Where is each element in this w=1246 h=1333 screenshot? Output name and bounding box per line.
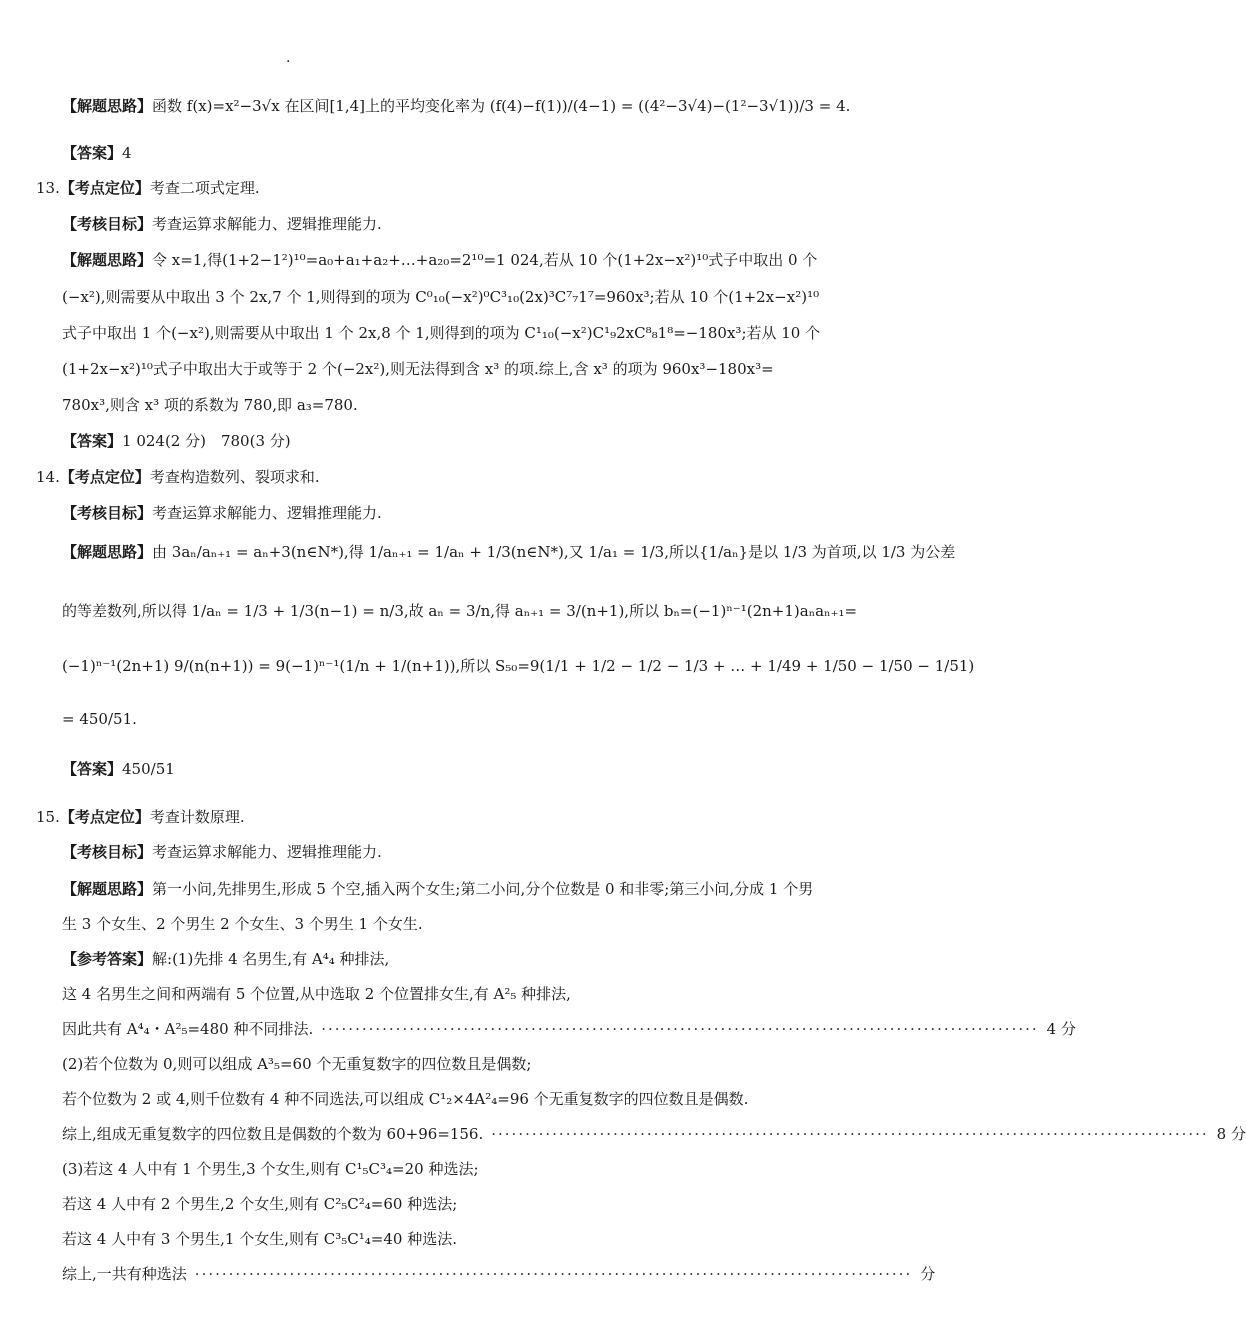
q15-ref-line-scored [62,1018,1076,1040]
q15-ref-line-scored [62,1263,936,1285]
ref-text: 种选法 [141,1265,187,1283]
answer-tag: 【答案】 [62,144,123,162]
q15-ref-line-scored [62,1123,1246,1145]
ref-answer-tag: 【参考答案】 [62,950,153,968]
q15-ref-line: 若这 4 人中有 2 个男生,2 个女生,则有 C²₅C²₄=60 种选法; [62,1195,458,1213]
q13-point [36,177,260,199]
answer-tag: 【答案】 [62,760,123,778]
target-tag: 【考核目标】 [62,843,153,861]
q14-hint-line [62,541,955,563]
q14-hint-line: 的等差数列,所以得 1/aₙ = 1/3 + 1/3(n−1) = n/3,故 aₙ = 3/n,得 aₙ₊₁ = 3/(n+1),所以 bₙ=(−1)ⁿ⁻¹(2n+1)aₙaₙ₊₁= [62,602,858,620]
q15-ref-line: (3)若这 4 人中有 1 个男生,3 个女生,则有 C¹₅C³₄=20 种选法; [62,1160,479,1178]
q14-target [62,502,382,524]
q13-answer [62,430,291,452]
q15-target-text: 考查运算求解能力、逻辑推理能力. [152,843,382,861]
question-number: 15. [36,808,60,826]
q14-point [36,466,320,488]
q13-point-text: 考查二项式定理. [149,179,260,197]
q15-target [62,841,382,863]
point-tag: 【考点定位】 [59,468,150,486]
q14-answer-text: 450/51 [122,760,175,778]
stray-mark: . [286,50,291,66]
q14-hint-line: = 450/51. [62,710,137,728]
q13-target [62,213,382,235]
hint-tag: 【解题思路】 [62,251,153,269]
ref-text: 解:(1)先排 4 名男生,有 A⁴₄ 种排法, [152,950,390,968]
ref-text: 因此共有 A⁴₄・A²₅=480 种不同排法. [62,1020,314,1038]
q12-answer [62,142,132,164]
q13-hint-line: 780x³,则含 x³ 项的系数为 780,即 a₃=780. [62,396,358,414]
q14-point-text: 考查构造数列、裂项求和. [149,468,320,486]
target-tag: 【考核目标】 [62,215,153,233]
q14-answer [62,758,175,780]
hint-tag: 【解题思路】 [62,543,153,561]
q12-answer-text: 4 [122,144,132,162]
q15-ref-line: 若个位数为 2 或 4,则千位数有 4 种不同选法,可以组成 C¹₂×4A²₄=96 个无重复数字的四位数且是偶数. [62,1090,749,1108]
answer-tag: 【答案】 [62,432,123,450]
hint-tag: 【解题思路】 [62,97,153,115]
q12-hint-text: 函数 f(x)=x²−3√x 在区间[1,4]上的平均变化率为 (f(4)−f(1))/(4−1) = ((4²−3√4)−(1²−3√1))/3 = 4. [152,97,851,115]
q15-ref-line: (2)若个位数为 0,则可以组成 A³₅=60 个无重复数字的四位数且是偶数; [62,1055,532,1073]
q13-hint-line [62,249,817,271]
q13-target-text: 考查运算求解能力、逻辑推理能力. [152,215,382,233]
point-tag: 【考点定位】 [59,179,150,197]
target-tag: 【考核目标】 [62,504,153,522]
score-label: 分 [920,1265,936,1283]
q13-hint-line: (−x²),则需要从中取出 3 个 2x,7 个 1,则得到的项为 C⁰₁₀(−x²)⁰C³₁₀(2x)³C⁷₇1⁷=960x³;若从 10 个(1+2x−x²)¹⁰ [62,288,820,306]
hint-text: 由 3aₙ/aₙ₊₁ = aₙ+3(n∈N*),得 1/aₙ₊₁ = 1/aₙ + 1/3(n∈N*),又 1/a₁ = 1/3,所以{1/aₙ}是以 1/3 为首项,以 1/3 为公差 [152,543,956,561]
q13-answer-text: 1 024(2 分) 780(3 分) [122,432,291,450]
leader-dots: ·········································································································· [491,1125,1209,1143]
q15-point [36,806,245,828]
q14-target-text: 考查运算求解能力、逻辑推理能力. [152,504,382,522]
leader-dots: ·········································································································· [194,1265,913,1283]
question-number: 14. [36,468,60,486]
q12-hint [62,95,850,117]
leader-dots: ·········································································································· [321,1020,1039,1038]
hint-text: 令 x=1,得(1+2−1²)¹⁰=a₀+a₁+a₂+…+a₂₀=2¹⁰=1 024,若从 10 个(1+2x−x²)¹⁰式子中取出 0 个 [152,251,818,269]
score-label: 4 分 [1046,1020,1076,1038]
hint-text: 第一小问,先排男生,形成 5 个空,插入两个女生;第二小问,分个位数是 0 和非零;第三小问,分成 1 个男 [152,880,814,898]
q15-hint-line: 生 3 个女生、2 个男生 2 个女生、3 个男生 1 个女生. [62,915,423,933]
point-tag: 【考点定位】 [59,808,150,826]
q13-hint-line: (1+2x−x²)¹⁰式子中取出大于或等于 2 个(−2x²),则无法得到含 x³ 的项.综上,含 x³ 的项为 960x³−180x³= [62,360,774,378]
q15-ref-line [62,948,389,970]
ref-text: 综上,组成无重复数字的四位数且是偶数的个数为 60+96=156. [62,1125,484,1143]
q15-ref-line: 若这 4 人中有 3 个男生,1 个女生,则有 C³₅C¹₄=40 种选法. [62,1230,457,1248]
ref-text: 综上,一共有 [62,1265,142,1283]
score-label: 8 分 [1216,1125,1246,1143]
q15-ref-line: 这 4 名男生之间和两端有 5 个位置,从中选取 2 个位置排女生,有 A²₅ 种排法, [62,985,571,1003]
q14-hint-line: (−1)ⁿ⁻¹(2n+1) 9/(n(n+1)) = 9(−1)ⁿ⁻¹(1/n + 1/(n+1)),所以 S₅₀=9(1/1 + 1/2 − 1/2 − 1/3 + … + 1/49 + 1/50 − 1/50 − 1/51) [62,657,975,675]
q15-point-text: 考查计数原理. [149,808,245,826]
question-number: 13. [36,179,60,197]
hint-tag: 【解题思路】 [62,880,153,898]
q13-hint-line: 式子中取出 1 个(−x²),则需要从中取出 1 个 2x,8 个 1,则得到的项为 C¹₁₀(−x²)C¹₉2xC⁸₈1⁸=−180x³;若从 10 个 [62,324,821,342]
q15-hint-line [62,878,813,900]
